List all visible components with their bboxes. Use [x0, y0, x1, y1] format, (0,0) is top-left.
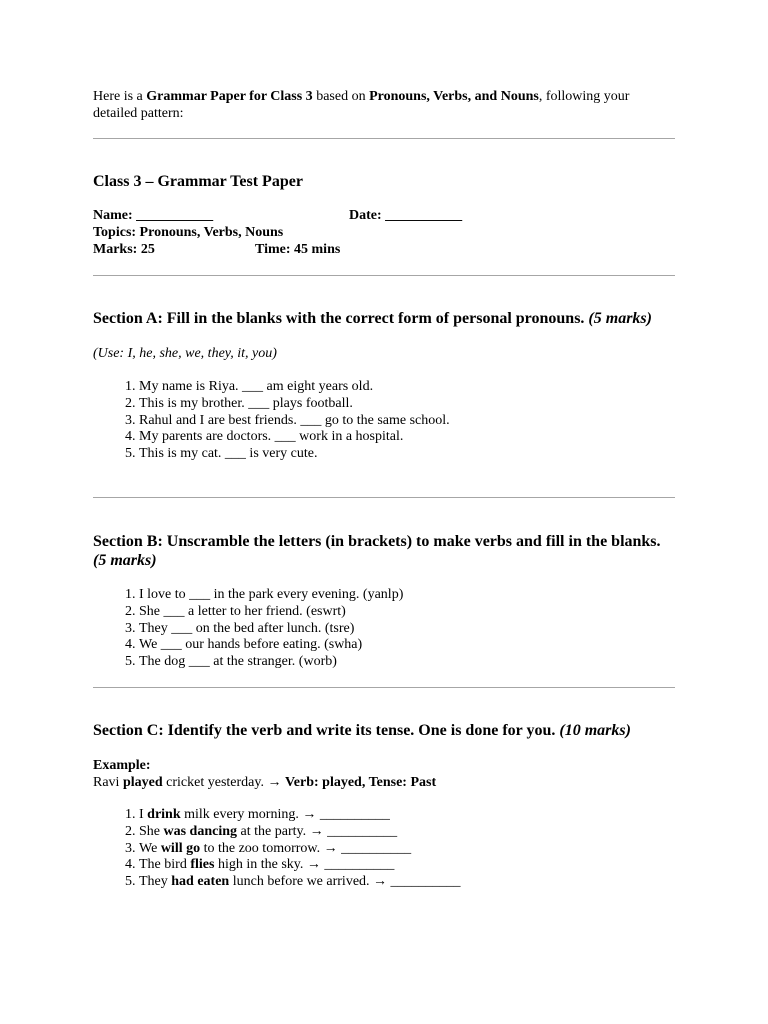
paper-meta [93, 207, 675, 258]
intro-bold-topics: Pronouns, Verbs, and Nouns [369, 89, 539, 104]
section-c [93, 721, 675, 891]
item-verb: drink [147, 807, 181, 822]
section-b-title-text: Section B: Unscramble the letters (in brackets) to make verbs and fill in the blanks. [93, 533, 661, 550]
item-text: high in the sky. → __________ [214, 857, 395, 873]
list-item [139, 807, 675, 824]
section-c-list [93, 807, 675, 891]
section-c-marks: (10 marks) [559, 722, 631, 739]
list-item: 1. My name is Riya. ___ am eight years old. [139, 379, 675, 396]
example-answer: Verb: played, Tense: Past [284, 775, 437, 790]
item-text: She [139, 823, 164, 839]
section-a-title [93, 309, 675, 328]
paper-title: Class 3 – Grammar Test Paper [93, 173, 303, 190]
list-item: 4. We ___ our hands before eating. (swha) [139, 637, 675, 654]
example-label: Example: [93, 758, 151, 773]
section-c-title [93, 721, 675, 740]
item-text: They [139, 874, 172, 890]
section-a-marks: (5 marks) [588, 310, 652, 327]
list-item [139, 841, 675, 858]
name-field: Name: ___________ [93, 208, 214, 223]
section-b-list [93, 587, 675, 671]
example-verb: played [122, 775, 163, 790]
example-text: Ravi [93, 775, 123, 790]
intro-paragraph [93, 88, 675, 122]
marks-line: Marks: 25 [93, 242, 155, 257]
divider [93, 275, 675, 276]
item-text: milk every morning. → __________ [180, 807, 390, 822]
list-item: 2. She ___ a letter to her friend. (eswrt) [139, 604, 675, 621]
section-a-list [93, 379, 675, 463]
section-b-marks: (5 marks) [93, 552, 157, 569]
time-line: Time: 45 mins [255, 242, 341, 257]
divider [93, 497, 675, 498]
topics-line: Topics: Pronouns, Verbs, Nouns [93, 225, 284, 240]
item-text: The bird [139, 857, 191, 873]
list-item [139, 874, 675, 891]
item-verb: flies [190, 857, 215, 873]
item-verb: will go [160, 840, 201, 856]
section-b [93, 532, 675, 671]
list-item: 5. This is my cat. ___ is very cute. [139, 446, 675, 463]
intro-text: based on [312, 89, 370, 104]
section-a-hint: (Use: I, he, she, we, they, it, you) [93, 346, 277, 361]
divider [93, 138, 675, 139]
item-verb: was dancing [163, 823, 238, 839]
section-b-title [93, 532, 675, 570]
item-text: to the zoo tomorrow. → __________ [200, 840, 412, 856]
list-item [139, 857, 675, 874]
test-header [93, 172, 675, 258]
intro-text: , following your detailed pattern: [93, 89, 630, 121]
list-item: 4. My parents are doctors. ___ work in a hospital. [139, 429, 675, 446]
list-item: 1. I love to ___ in the park every evening. (yanlp) [139, 587, 675, 604]
list-item: 5. The dog ___ at the stranger. (worb) [139, 654, 675, 671]
intro-text: Here is a [93, 89, 147, 104]
date-field: Date: ___________ [349, 208, 463, 223]
section-a [93, 309, 675, 463]
example-text: cricket yesterday. → [162, 775, 285, 790]
divider [93, 687, 675, 688]
item-text: lunch before we arrived. → __________ [229, 874, 461, 890]
list-item: 3. They ___ on the bed after lunch. (tsre) [139, 621, 675, 638]
section-a-title-text: Section A: Fill in the blanks with the correct form of personal pronouns. [93, 310, 585, 327]
list-item: 3. Rahul and I are best friends. ___ go to the same school. [139, 413, 675, 430]
list-item [139, 824, 675, 841]
section-c-title-text: Section C: Identify the verb and write its tense. One is done for you. [93, 722, 556, 739]
item-text: We [139, 840, 161, 856]
item-text: I [139, 807, 148, 822]
item-text: at the party. → __________ [237, 823, 398, 839]
list-item: 2. This is my brother. ___ plays football. [139, 396, 675, 413]
example-sentence [93, 774, 675, 791]
intro-bold-paper: Grammar Paper for Class 3 [146, 89, 313, 104]
item-verb: had eaten [171, 874, 230, 890]
